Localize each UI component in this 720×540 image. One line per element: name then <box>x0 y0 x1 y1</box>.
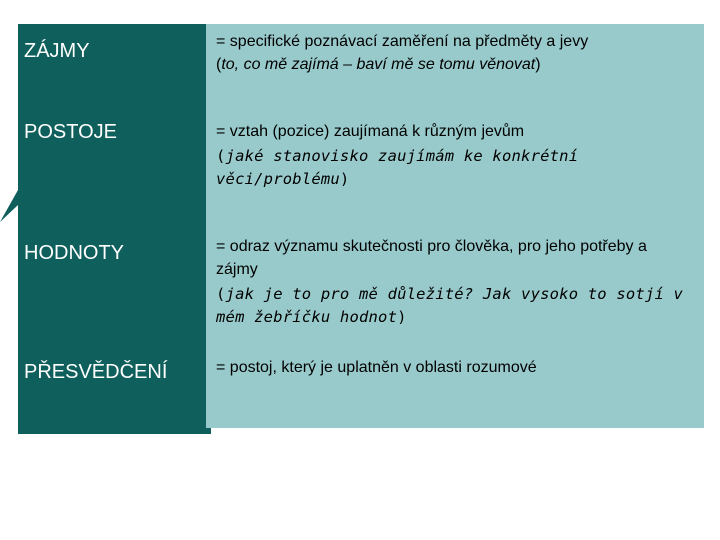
panel-notch-decoration <box>0 0 30 230</box>
definition-text: = odraz významu skutečnosti pro člověka, pro jeho potřeby a zájmy <box>216 238 647 278</box>
definition-postoje <box>216 120 700 191</box>
term-hodnoty: HODNOTY <box>24 242 124 264</box>
definition-text: = postoj, který je uplatněn v oblasti rozumové <box>216 359 537 376</box>
term-presvedceni: PŘESVĚDČENÍ <box>24 361 168 383</box>
definition-note: (jaké stanovisko zaujímám ke konkrétní věci/problému) <box>216 147 579 188</box>
definition-note: (jak je to pro mě důležité? Jak vysoko to sotjí v mém žebříčku hodnot) <box>216 285 684 326</box>
definition-hodnoty <box>216 235 700 329</box>
definition-presvedceni <box>216 356 700 379</box>
definition-zajmy <box>216 30 700 76</box>
definition-text: = specifické poznávací zaměření na předměty a jevy <box>216 33 589 50</box>
definition-text: = vztah (pozice) zaujímaná k různým jevům <box>216 123 525 140</box>
term-zajmy: ZÁJMY <box>24 40 90 62</box>
definition-note: (to, co mě zajímá – baví mě se tomu věnovat) <box>216 56 541 73</box>
term-postoje: POSTOJE <box>24 121 117 143</box>
